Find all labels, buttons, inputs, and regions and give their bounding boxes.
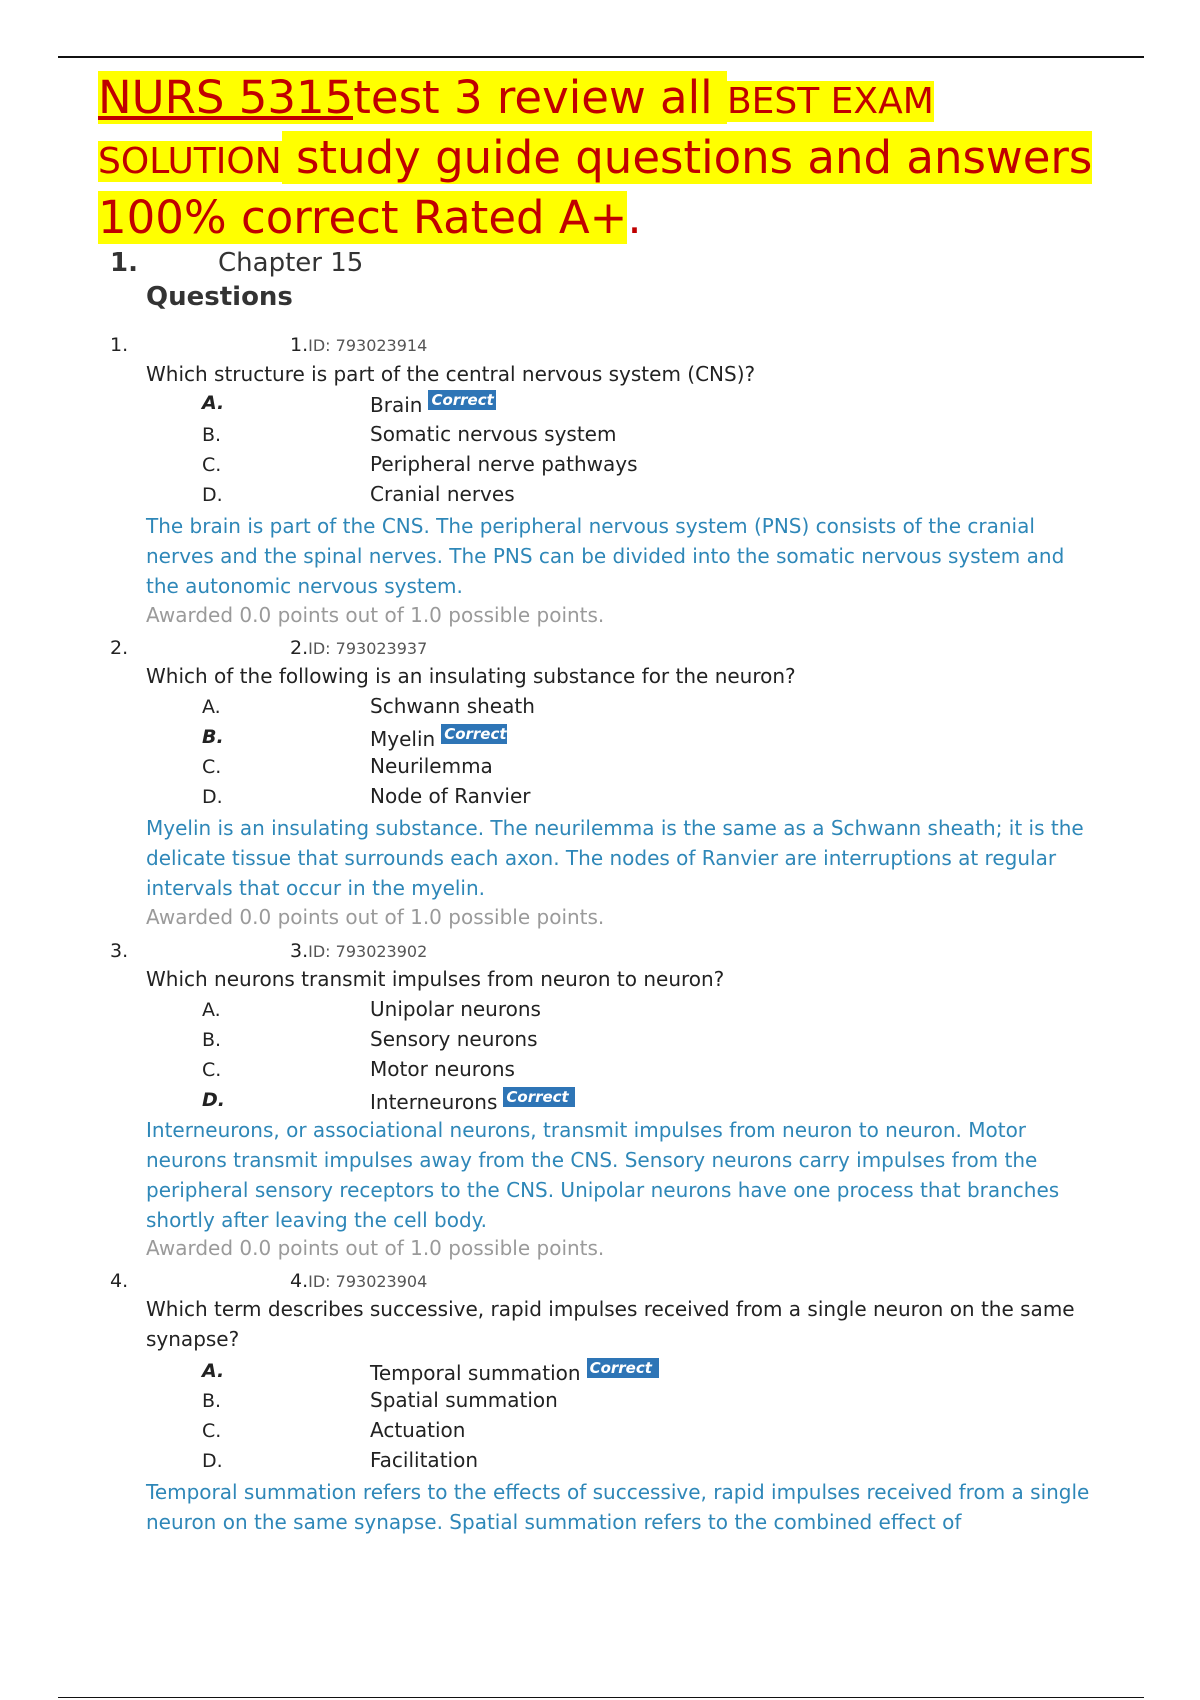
title-main: test 3 review all [353,71,727,124]
option-text: Somatic nervous system [370,422,617,446]
question-text: Which term describes successive, rapid impulses received from a single neuron on the same synapse? [146,1297,1075,1351]
correct-badge: Correct [441,724,507,744]
title-period: . [627,191,642,244]
rationale-text: Temporal summation refers to the effects of successive, rapid impulses received from a single neuron on the same synapse. Spatial summation refers to the combined effect of [146,1480,1090,1534]
option-letter: C. [202,756,222,778]
option-letter: B. [202,726,224,748]
option-text: Myelin Correct [370,725,507,751]
question-text: Which neurons transmit impulses from neuron to neuron? [146,967,725,991]
option-text: Facilitation [370,1448,478,1472]
bottom-rule [58,1697,1144,1698]
correct-badge: Correct [428,390,496,410]
option-letter: A. [202,696,221,718]
option-letter: B. [202,1029,222,1051]
rationale-text: The brain is part of the CNS. The peripheral nervous system (PNS) consists of the cranial nerves and the spinal nerves. The PNS can be divided into the somatic nervous system and the autonomic nervous system. [146,514,1065,598]
document-title [98,70,1098,246]
option-letter: A. [202,392,225,414]
question-number: 1. [110,334,129,356]
correct-badge: Correct [503,1087,575,1107]
title-rest: study guide questions and answers 100% correct Rated A+ [98,131,1093,244]
awarded-points: Awarded 0.0 points out of 1.0 possible points. [146,1236,605,1260]
rationale-text: Myelin is an insulating substance. The neurilemma is the same as a Schwann sheath; it is the delicate tissue that surrounds each axon. The nodes of Ranvier are interruptions at regular intervals that occur in the myelin. [146,816,1084,900]
chapter-title: Chapter 15 [218,248,364,278]
title-best-exam: BEST EXAM SOLUTION [98,81,934,182]
option-letter: D. [202,1089,225,1111]
option-text: Spatial summation [370,1388,558,1412]
question-number: 4. [110,1270,129,1292]
question-text: Which of the following is an insulating substance for the neuron? [146,664,796,688]
option-text: Motor neurons [370,1057,515,1081]
awarded-points: Awarded 0.0 points out of 1.0 possible points. [146,905,605,929]
question-id: 2.ID: 793023937 [290,637,428,659]
option-letter: B. [202,1390,222,1412]
top-rule [58,56,1144,58]
title-course-code: NURS 5315 [98,71,354,124]
option-text: Interneurons Correct [370,1087,575,1114]
option-text: Actuation [370,1418,466,1442]
option-letter: D. [202,1450,223,1472]
option-letter: D. [202,786,223,808]
section-heading: Questions [146,282,293,312]
option-letter: A. [202,1360,225,1382]
option-text: Schwann sheath [370,694,535,718]
option-text: Cranial nerves [370,482,515,506]
option-letter: A. [202,999,221,1021]
option-text: Temporal summation Correct [370,1358,659,1385]
option-letter: D. [202,484,223,506]
correct-badge: Correct [587,1358,659,1378]
chapter-number: 1. [110,248,138,278]
awarded-points: Awarded 0.0 points out of 1.0 possible points. [146,603,605,627]
question-id: 3.ID: 793023902 [290,940,428,962]
option-letter: C. [202,1420,222,1442]
option-letter: C. [202,1059,222,1081]
question-id: 4.ID: 793023904 [290,1270,428,1292]
option-text: Sensory neurons [370,1027,538,1051]
chapter-heading [110,248,363,278]
option-letter: B. [202,424,222,446]
option-text: Neurilemma [370,754,493,778]
option-letter: C. [202,454,222,476]
question-id: 1.ID: 793023914 [290,334,428,356]
option-text: Brain Correct [370,390,496,417]
option-text: Unipolar neurons [370,997,541,1021]
question-number: 2. [110,637,129,659]
option-text: Peripheral nerve pathways [370,452,638,476]
question-number: 3. [110,940,129,962]
option-text: Node of Ranvier [370,784,531,808]
rationale-text: Interneurons, or associational neurons, transmit impulses from neuron to neuron. Motor neurons transmit impulses away from the CNS. Sensory neurons carry impulses from the peripheral sensory receptors to the CNS. Unipolar neurons have one process that branches shortly after leaving the cell body. [146,1118,1060,1232]
question-text: Which structure is part of the central nervous system (CNS)? [146,362,756,386]
